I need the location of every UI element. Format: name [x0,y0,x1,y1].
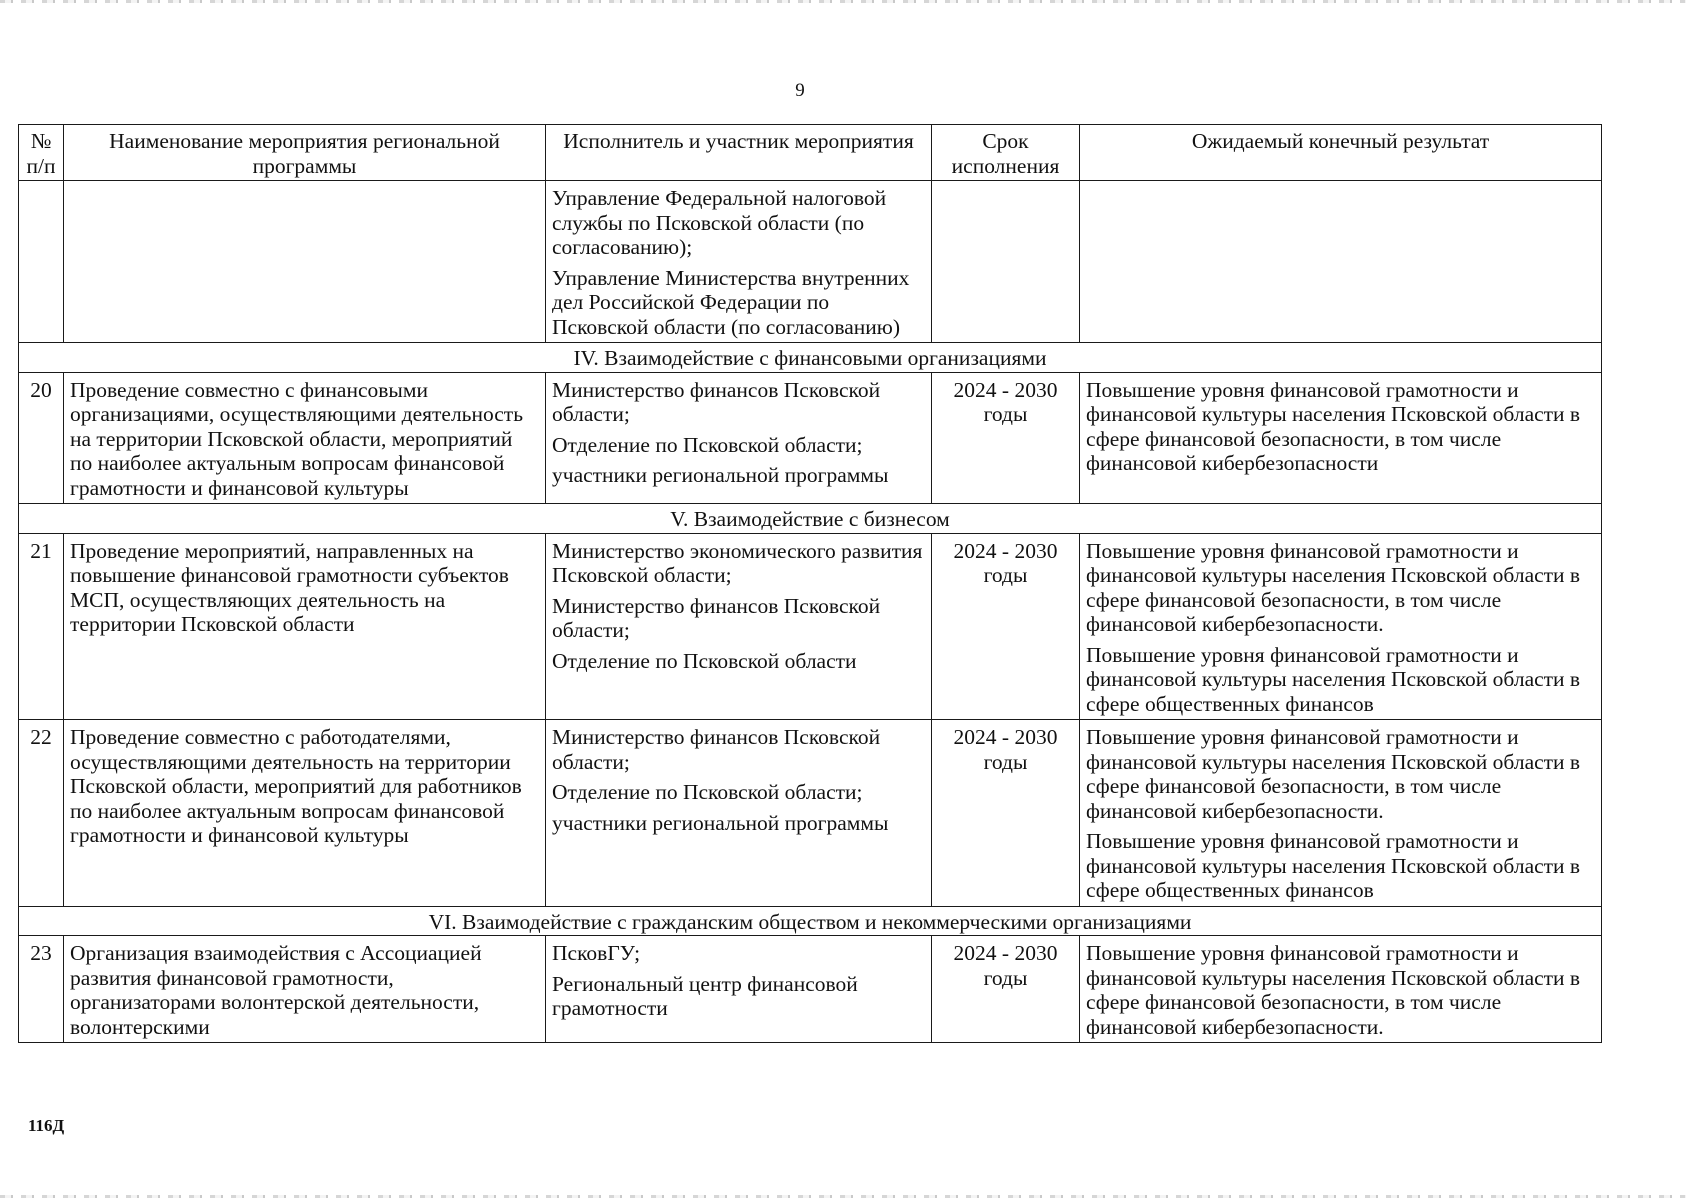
table-row [19,372,1602,504]
section-row [19,906,1602,936]
column-header-number: № п/п [19,125,64,181]
column-header-expected-result: Ожидаемый конечный результат [1080,125,1602,181]
cell-term: 2024 - 2030 годы [932,533,1080,720]
cell-number: 23 [19,936,64,1043]
executor-item: Министерство экономического развития Псковской области; [552,538,923,587]
section-title: V. Взаимодействие с бизнесом [19,504,1602,534]
column-header-term: Срок исполнения [932,125,1080,181]
cell-number [19,181,64,343]
cell-measure-name [64,181,546,343]
cell-number: 21 [19,533,64,720]
result-item: Повышение уровня финансовой грамотности и финансовой культуры населения Псковской области в сфере общественных финансов [1086,642,1581,716]
cell-number: 20 [19,372,64,504]
scan-edge-top [0,0,1686,3]
result-item: Повышение уровня финансовой грамотности и финансовой культуры населения Псковской области в сфере финансовой безопасности, в том числе финансовой кибербезопасности. [1086,538,1581,636]
cell-result [1080,372,1602,504]
cell-result [1080,720,1602,907]
cell-measure-name: Проведение мероприятий, направленных на повышение финансовой грамотности субъектов МСП, осуществляющих деятельность на территории Псковской области [64,533,546,720]
executor-item: Отделение по Псковской области; [552,432,863,457]
column-header-measure-name: Наименование мероприятия региональной программы [64,125,546,181]
table-row [19,720,1602,907]
executor-item: Управление Министерства внутренних дел Российской Федерации по Псковской области (по согласованию) [552,265,910,339]
cell-measure-name: Проведение совместно с финансовыми организациями, осуществляющими деятельность на территории Псковской области, мероприятий по наиболее актуальным вопросам финансовой грамотности и финансовой культуры [64,372,546,504]
cell-executors [546,372,932,504]
cell-result [1080,533,1602,720]
cell-measure-name: Организация взаимодействия с Ассоциацией развития финансовой грамотности, организаторами волонтерской деятельности, волонтерскими [64,936,546,1043]
executor-item: Региональный центр финансовой грамотности [552,971,858,1020]
table-header-row [19,125,1602,181]
executor-item: участники региональной программы [552,810,889,835]
executor-item: Министерство финансов Псковской области; [552,593,881,642]
result-item: Повышение уровня финансовой грамотности и финансовой культуры населения Псковской области в сфере финансовой безопасности, в том числе финансовой кибербезопасности [1086,377,1581,475]
executor-item: Управление Федеральной налоговой службы по Псковской области (по согласованию); [552,186,887,259]
table-row [19,533,1602,720]
executor-item: участники региональной программы [552,463,889,487]
cell-term: 2024 - 2030 годы [932,720,1080,907]
page-number: 9 [795,80,805,101]
scan-edge-bottom [0,1195,1686,1198]
executor-item: ПсковГУ; [552,941,641,965]
section-row [19,343,1602,373]
executor-item: Министерство финансов Псковской области; [552,377,881,426]
cell-result [1080,181,1602,343]
section-row [19,504,1602,534]
cell-term: 2024 - 2030 годы [932,372,1080,504]
result-item: Повышение уровня финансовой грамотности и финансовой культуры населения Псковской области в сфере финансовой безопасности, в том числе финансовой кибербезопасности. [1086,725,1581,823]
section-title: VI. Взаимодействие с гражданским обществом и некоммерческими организациями [19,906,1602,936]
cell-term: 2024 - 2030 годы [932,936,1080,1043]
measures-table [18,124,1602,1043]
cell-number: 22 [19,720,64,907]
cell-term [932,181,1080,343]
cell-measure-name: Проведение совместно с работодателями, осуществляющими деятельность на территории Псковской области, мероприятий для работников по наиболее актуальным вопросам финансовой грамотности и финансовой культуры [64,720,546,907]
column-header-executor: Исполнитель и участник мероприятия [546,125,932,181]
cell-executors [546,936,932,1043]
table-row-continuation [19,181,1602,343]
cell-executors [546,720,932,907]
cell-executors [546,533,932,720]
result-item: Повышение уровня финансовой грамотности и финансовой культуры населения Псковской области в сфере общественных финансов [1086,829,1581,902]
table-row [19,936,1602,1043]
executor-item: Отделение по Псковской области; [552,780,863,804]
section-title: IV. Взаимодействие с финансовыми организациями [19,343,1602,373]
cell-result [1080,936,1602,1043]
executor-item: Министерство финансов Псковской области; [552,725,881,774]
executor-item: Отделение по Псковской области [552,648,857,673]
result-item: Повышение уровня финансовой грамотности и финансовой культуры населения Псковской области в сфере финансовой безопасности, в том числе финансовой кибербезопасности. [1086,941,1581,1039]
document-code: 116Д [28,1116,65,1135]
cell-executors [546,181,932,343]
